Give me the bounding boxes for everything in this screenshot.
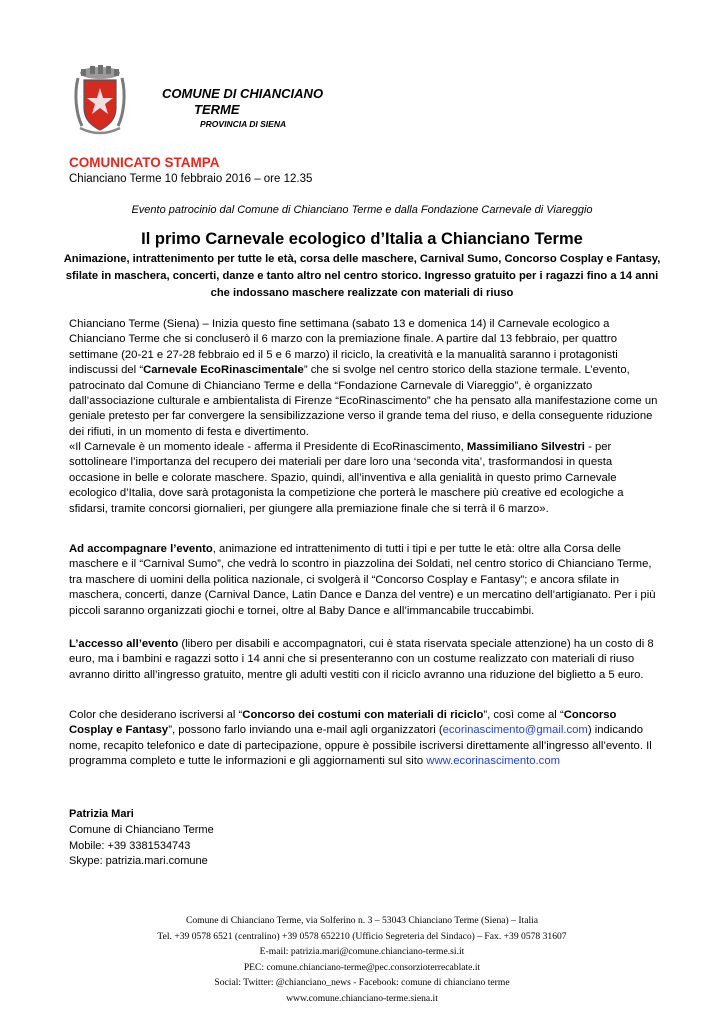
footer — [0, 913, 724, 1007]
text-run: ”, così come al “ — [483, 709, 564, 721]
event-website-link[interactable]: www.ecorinascimento.com — [426, 755, 561, 768]
text-run: Color che desiderano iscriversi al “ — [69, 709, 243, 721]
footer-address: Comune di Chianciano Terme, via Solferino n. 3 – 53043 Chianciano Terme (Siena) – Italia — [185, 915, 539, 926]
text-run: ”, possono farlo inviando una e-mail agli organizzatori ( — [168, 724, 443, 737]
text-run: «Il Carnevale è un momento ideale - afferma il Presidente di EcoRinascimento, — [69, 441, 467, 453]
organizer-email-link[interactable]: ecorinascimento@gmail.com — [442, 724, 588, 737]
municipal-coat-of-arms-icon — [72, 64, 128, 140]
patronage-note: Evento patrocinio dal Comune di Chianciano Terme e dalla Fondazione Carnevale di Viareggio — [131, 204, 593, 216]
signature-org: Comune di Chianciano Terme — [69, 823, 214, 836]
body-paragraph-1 — [69, 317, 661, 440]
province-name: PROVINCIA DI SIENA — [200, 119, 287, 129]
footer-email: E-mail: patrizia.mari@comune.chianciano-terme.si.it — [259, 946, 465, 958]
text-run: Chianciano Terme (Siena) – Inizia questo fine settimana (sabato 13 e domenica 14) il Carnevale ecologico a Chianciano Terme che si concluserò il 6 marzo con la premiazione finale. A partire dal 13 febbraio, per quattro settimane (20-21 e 27-28 febbraio ed il 5 e 6 marzo) il riciclo, la creatività e la manualità saranno i protagonisti indiscussi del “ — [69, 318, 618, 377]
signature-name: Patrizia Mari — [69, 808, 134, 820]
text-run: - per sottolineare l’importanza del recupero dei materiali per dare loro una ‘seconda vita’, trasformandosi in questa occasione in belle e colorate maschere. Spazio, quindi, all’inventiva e alla genialità in questo primo Carnevale ecologico d’Italia, dove sarà protagonista la competizione che porterà le maschere più creative ed ecologiche a sfidarsi, tramite concorsi giornalieri, per giungere alla premiazione finale che si terrà il 6 marzo». — [69, 441, 624, 515]
dateline: Chianciano Terme 10 febbraio 2016 – ore 12.35 — [69, 173, 313, 185]
body-paragraph-3 — [69, 542, 661, 619]
contest-name-bold: Concorso dei costumi con materiali di riciclo — [242, 709, 484, 721]
text-run: ) indicando nome, recapito telefonico e date di partecipazione, oppure è possibile iscriversi direttamente all’ingresso all’evento. Il programma completo e tutte le informazioni e gli aggiornamenti sul sito — [69, 724, 652, 768]
text-run: (libero per disabili e accompagnatori, cui è stata riservata speciale attenzione) ha un costo di 8 euro, ma i bambini e ragazzi sotto i 14 anni che si presenteranno con un costume realizzato con materiali di riuso avranno diritto all’ingresso gratuito, mentre gli adulti vestiti con il riciclo avranno una riduzione del biglietto a 5 euro. — [69, 638, 654, 681]
footer-phones: Tel. +39 0578 6521 (centralino) +39 0578 652210 (Ufficio Segreteria del Sindaco) – Fax. +39 0578 31607 — [157, 930, 567, 942]
contest-name-bold: Concorso Cosplay e Fantasy — [69, 709, 617, 737]
body-paragraph-4 — [69, 637, 661, 683]
text-run: ” che si svolge nel centro storico della stazione termale. L’evento, patrocinato dal Comune di Chianciano Terme e della “Fondazione Carnevale di Viareggio”, è organizzato dall’associazione culturale e ambientalista di Firenze “EcoRinascimento” che ha pensato alla manifestazione come un geniale pretesto per far convergere la sensibilizzazione verso il grande tema del riuso, e della conseguente riduzione dei rifiuti, in un momento di festa e divertimento. — [69, 364, 658, 438]
press-release-label: COMUNICATO STAMPA — [69, 155, 220, 170]
headline: Il primo Carnevale ecologico d’Italia a Chianciano Terme — [141, 230, 583, 248]
event-name-bold: Carnevale EcoRinascimentale — [143, 364, 304, 377]
footer-pec: PEC: comune.chianciano-terme@pec.consorzioterrecablate.it — [243, 961, 481, 973]
paragraph-lead-bold: Ad accompagnare l’evento — [69, 543, 213, 555]
paragraph-lead-bold: L’accesso all’evento — [69, 638, 179, 650]
body-paragraph-5 — [69, 708, 661, 770]
municipality-name-line2: TERME — [194, 102, 240, 117]
text-run: , animazione ed intrattenimento di tutti i tipi e per tutte le età: oltre alla Corsa delle maschere e il “Carnival Sumo”, che vedrà lo scontro in piazzolina dei Soldati, nel centro storico di Chianciano Terme, tra maschere di uomini della politica nazionale, ci svolgerà il “Concorso Cosplay e Fantasy”; e ancora sfilate in maschera, concerti, danze (Carnival Dance, Latin Dance e Danza del ventre) e un mercatino dell’artigianato. Per i più piccoli saranno organizzati giochi e tornei, oltre al Baby Dance e all’immancabile truccabimbi. — [69, 543, 656, 617]
signature-mobile: Mobile: +39 3381534743 — [69, 839, 191, 852]
president-name-bold: Massimiliano Silvestri — [466, 441, 585, 453]
signature-skype: Skype: patrizia.mari.comune — [69, 855, 208, 868]
signature-block — [69, 807, 214, 870]
footer-social: Social: Twitter: @chianciano_news - Facebook: comune di chianciano terme — [214, 977, 510, 989]
municipality-name-line1: COMUNE DI CHIANCIANO — [162, 86, 324, 101]
body-paragraph-2 — [69, 440, 661, 517]
subheadline: Animazione, intrattenimento per tutte le età, corsa delle maschere, Carnival Sumo, Concorso Cosplay e Fantasy, sfilate in maschera, concerti, danze e tanto altro nel centro storico. Ingresso gratuito per i ragazzi fino a 14 anni che indossano maschere realizzate con materiali di riuso — [63, 253, 661, 299]
footer-website: www.comune.chianciano-terme.siena.it — [286, 992, 438, 1004]
